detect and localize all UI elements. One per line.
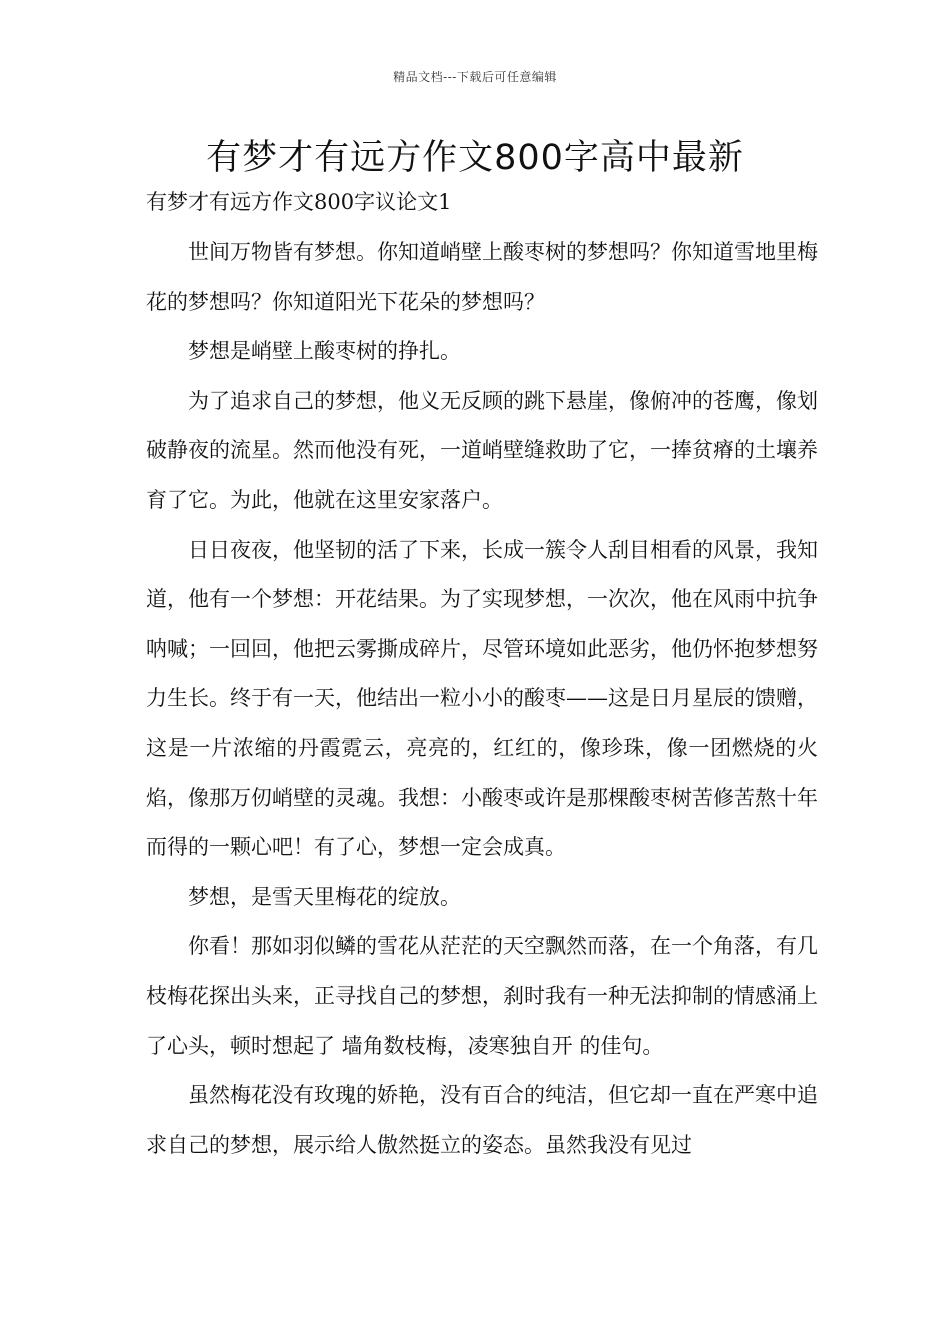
paragraph: 为了追求自己的梦想，他义无反顾的跳下悬崖，像俯冲的苍鹰，像划破静夜的流星。然而他没有死，一道峭壁缝救助了它，一捧贫瘠的土壤养育了它。为此，他就在这里安家落户。 <box>146 388 818 512</box>
paragraph: 世间万物皆有梦想。你知道峭壁上酸枣树的梦想吗？你知道雪地里梅花的梦想吗？你知道阳光下花朵的梦想吗？ <box>146 240 818 314</box>
body-text <box>146 228 818 1170</box>
document-title: 有梦才有远方作文800字高中最新 <box>206 138 744 178</box>
paragraph: 日日夜夜，他坚韧的活了下来，长成一簇令人刮目相看的风景，我知道，他有一个梦想：开花结果。为了实现梦想，一次次，他在风雨中抗争呐喊；一回回，他把云雾撕成碎片，尽管环境如此恶劣，他仍怀抱梦想努力生长。终于有一天，他结出一粒小小的酸枣——这是日月星辰的馈赠，这是一片浓缩的丹霞霓云，亮亮的，红红的，像珍珠，像一团燃烧的火焰，像那万仞峭壁的灵魂。我想：小酸枣或许是那棵酸枣树苦修苦熬十年而得的一颗心吧！有了心，梦想一定会成真。 <box>146 537 818 860</box>
header-note: 精品文档---下载后可任意编辑 <box>393 70 557 84</box>
document-subtitle: 有梦才有远方作文800字议论文1 <box>146 190 452 214</box>
paragraph: 梦想是峭壁上酸枣树的挣扎。 <box>188 339 461 364</box>
paragraph: 你看！那如羽似鳞的雪花从茫茫的天空飘然而落，在一个角落，有几枝梅花探出头来，正寻找自己的梦想，刹时我有一种无法抑制的情感涌上了心头，顿时想起了 墙角数枝梅，凌寒独自开 的佳句。 <box>146 934 818 1058</box>
paragraph: 梦想，是雪天里梅花的绽放。 <box>188 884 461 909</box>
paragraph: 虽然梅花没有玫瑰的娇艳，没有百合的纯洁，但它却一直在严寒中追求自己的梦想，展示给人傲然挺立的姿态。虽然我没有见过 <box>146 1083 818 1157</box>
